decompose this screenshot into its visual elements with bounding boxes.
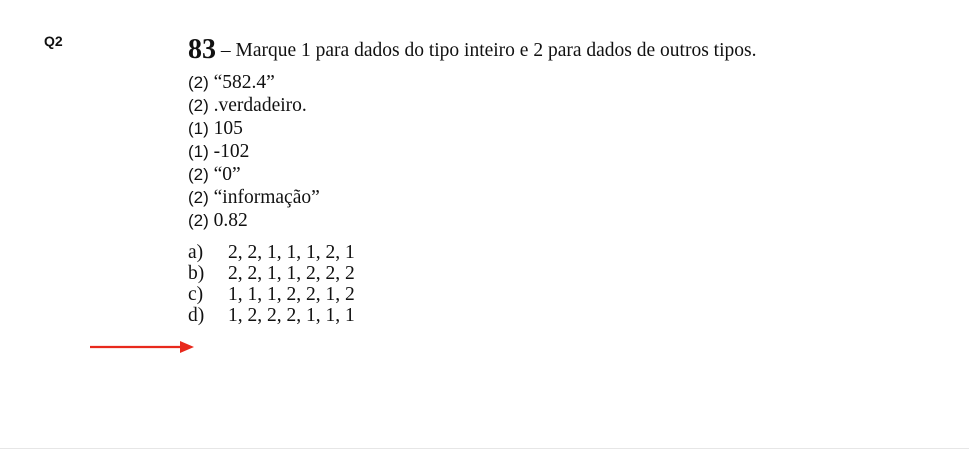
- item-mark: (1): [188, 119, 209, 138]
- answer-option-d[interactable]: [188, 305, 788, 326]
- question-stem: [188, 34, 788, 65]
- option-letter: c): [188, 284, 204, 305]
- option-text: 1, 2, 2, 2, 1, 1, 1: [228, 305, 355, 326]
- list-item: [188, 140, 788, 163]
- item-value: 0.82: [208, 210, 248, 231]
- item-mark: (2): [188, 73, 209, 92]
- item-mark: (2): [188, 96, 209, 115]
- question-block: [188, 34, 788, 326]
- list-item: [188, 163, 788, 186]
- option-letter: a): [188, 242, 204, 263]
- option-letter: b): [188, 263, 205, 284]
- item-mark: (1): [188, 142, 209, 161]
- item-value: 105: [208, 118, 243, 139]
- option-letter: d): [188, 305, 205, 326]
- option-text: 2, 2, 1, 1, 1, 2, 1: [228, 242, 355, 263]
- item-value: “0”: [208, 164, 241, 185]
- item-value: .verdadeiro.: [208, 95, 307, 116]
- item-mark: (2): [188, 165, 209, 184]
- answer-option-a[interactable]: [188, 242, 788, 263]
- item-mark: (2): [188, 211, 209, 230]
- question-number: 83: [188, 34, 216, 65]
- item-list: [188, 71, 788, 232]
- answer-option-c[interactable]: [188, 284, 788, 305]
- option-text: 1, 1, 1, 2, 2, 1, 2: [228, 284, 355, 305]
- answer-option-b[interactable]: [188, 263, 788, 284]
- item-value: -102: [208, 141, 250, 162]
- arrow-head: [180, 341, 194, 353]
- answer-options: [188, 242, 788, 326]
- list-item: [188, 209, 788, 232]
- item-mark: (2): [188, 188, 209, 207]
- item-value: “informação”: [208, 187, 320, 208]
- list-item: [188, 71, 788, 94]
- list-item: [188, 94, 788, 117]
- question-label: Q2: [44, 33, 63, 49]
- item-value: “582.4”: [208, 72, 275, 93]
- answer-arrow-icon: [90, 339, 194, 355]
- option-text: 2, 2, 1, 1, 2, 2, 2: [228, 263, 355, 284]
- question-text: – Marque 1 para dados do tipo inteiro e 2 para dados de outros tipos.: [216, 40, 757, 61]
- list-item: [188, 186, 788, 209]
- bottom-divider: [0, 448, 969, 449]
- list-item: [188, 117, 788, 140]
